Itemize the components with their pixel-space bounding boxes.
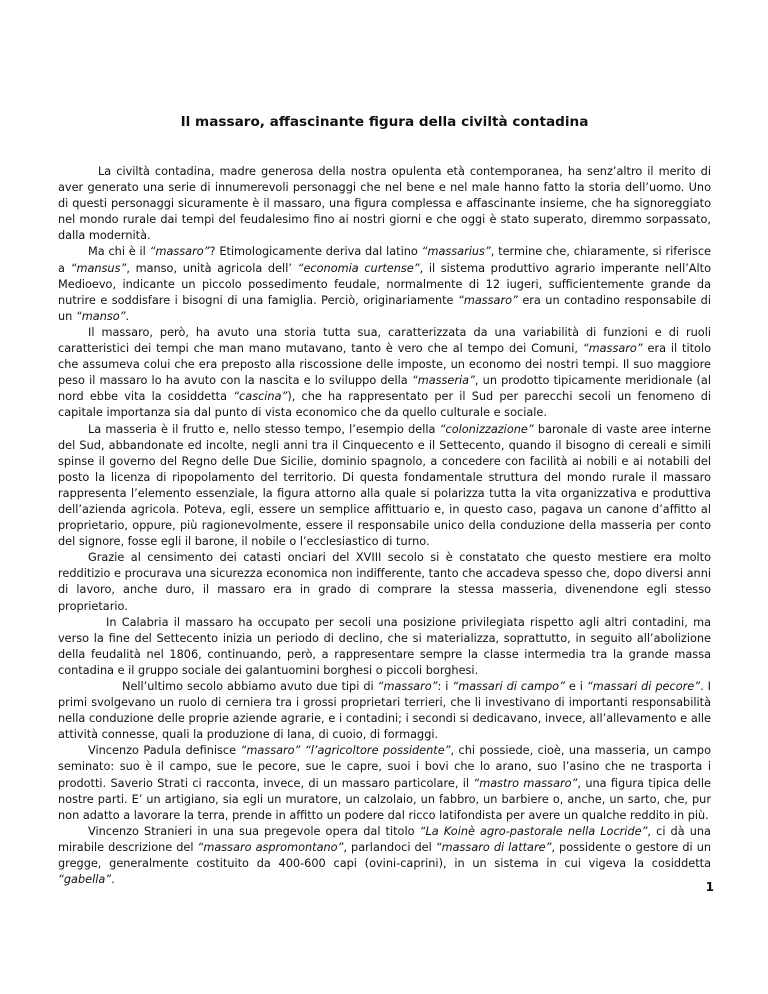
paragraph-text: , parlandoci del <box>343 840 436 854</box>
paragraph-text: Vincenzo Padula definisce <box>88 744 241 758</box>
emphasized-term: “massari di campo” <box>452 680 565 693</box>
paragraph <box>58 422 711 551</box>
emphasized-term: “massaro aspromontano” <box>197 840 344 854</box>
paragraph-text: , il sistema produttivo agrario imperante nell’Alto Medioevo, indicante un piccolo possedimento feudale, normalmente di 12 iugeri, sufficientemente grande da nutrire e soddisfare i bisogni di una famiglia. Perciò, originariamente <box>58 261 712 307</box>
paragraph-text: . <box>125 309 130 323</box>
emphasized-term: “massaro” <box>457 293 518 307</box>
paragraph <box>58 164 711 244</box>
paragraph-text: , una figura tipica delle nostre parti. E’ un artigiano, sia egli un muratore, un calzolaio, un fabbro, un barbiere o, anche, un sarto, che, pur non adatto a lavorare la terra, prende in affitto un podere dal ricco latifondista per avere un qualche reddito in più. <box>58 776 711 822</box>
paragraph-text: ? Etimologicamente deriva dal latino <box>209 245 422 259</box>
emphasized-term: “massaro” <box>377 680 438 693</box>
emphasized-term: “massaro di lattare” <box>435 840 552 854</box>
paragraph-text: era il titolo che assumeva colui che era preposto alla riscossione delle imposte, un economo dei nostri tempi. Il suo maggiore peso il massaro lo ha avuto con la nascita e lo sviluppo della <box>58 342 711 388</box>
emphasized-term: “mastro massaro” <box>473 776 578 790</box>
paragraph <box>58 824 711 888</box>
paragraph-text: baronale di vaste aree interne del Sud, abbandonate ed incolte, negli anni tra il Cinquecento e il Settecento, quando il bisogno di cereali e simili spinse il governo del Regno delle Due Sicilie, dominio spagnolo, a concedere con facilità ai nobili e ai notabili del posto la licenza di ripopolamento del territorio. Di questa fondamentale struttura del mondo rurale il massaro rappresenta l’elemento essenziale, la figura attorno alla quale si polarizza tutta la vita organizzativa e produttiva dell’azienda agricola. Poteva, egli, essere un semplice affittuario e, in questo caso, pagava un canone d’affitto al proprietario, oppure, più ragionevolmente, essere il responsabile unico della conduzione della masseria per conto del signore, fosse egli il barone, il nobile o l’ecclesiastico di turno. <box>58 422 711 549</box>
emphasized-term: “massaro” “l’agricoltore possidente” <box>240 744 451 758</box>
paragraph-text: Nell’ultimo secolo abbiamo avuto due tipi di <box>122 680 378 693</box>
emphasized-term: “masseria” <box>411 374 475 388</box>
emphasized-term: “massaro” <box>582 342 643 356</box>
paragraph <box>58 743 711 823</box>
emphasized-term: “massari di pecore” <box>586 680 701 693</box>
paragraph-text: In Calabria il massaro ha occupato per secoli una posizione privilegiata rispetto agli altri contadini, ma verso la fine del Settecento inizia un periodo di declino, che si materializza, soprattutto, in seguito all’abolizione della feudalità nel 1806, continuando, però, a rappresentare sempre la classe intermedia tra la grande massa contadina e il gruppo sociale dei galantuomini borghesi o piccoli borghesi. <box>58 615 711 677</box>
emphasized-term: “cascina” <box>233 390 288 404</box>
paragraph-text: Vincenzo Stranieri in una sua pregevole opera dal titolo <box>88 824 420 838</box>
paragraph-text: . <box>111 873 115 887</box>
page-number: 1 <box>705 880 714 894</box>
emphasized-term: “massarius” <box>421 245 491 259</box>
document-title: Il massaro, affascinante figura della civiltà contadina <box>180 114 589 130</box>
paragraph-text: : i <box>437 680 453 693</box>
document-body <box>58 164 711 888</box>
paragraph <box>58 244 711 324</box>
paragraph <box>58 679 711 743</box>
emphasized-term: “massaro” <box>149 245 210 259</box>
paragraph <box>58 325 711 422</box>
paragraph-text: e i <box>564 680 587 693</box>
paragraph <box>58 615 711 679</box>
emphasized-term: “mansus” <box>70 261 127 275</box>
paragraph-text: , termine che, chiaramente, si riferisce a <box>58 245 711 275</box>
emphasized-term: “La Koinè agro-pastorale nella Locride” <box>419 824 648 838</box>
emphasized-term: “manso” <box>75 309 126 323</box>
paragraph <box>58 550 711 614</box>
document-page <box>58 114 711 888</box>
paragraph-text: . I primi svolgevano un ruolo di cerniera tra i grossi proprietari terrieri, che li investivano di importanti responsabilità nella conduzione delle proprie aziende agrarie, e i contadini; i secondi si dedicavano, invece, all’allevamento e alle attività connesse, quali la produzione di lana, di cuoio, di formaggi. <box>58 680 711 742</box>
emphasized-term: “gabella” <box>58 873 112 887</box>
paragraph-text: , ci dà una mirabile descrizione del <box>58 824 711 854</box>
paragraph-text: La masseria è il frutto e, nello stesso tempo, l’esempio della <box>88 422 440 436</box>
paragraph-text: era un contadino responsabile di un <box>58 293 711 323</box>
paragraph-text: , un prodotto tipicamente meridionale (al nord ebbe vita la cosiddetta <box>58 374 711 404</box>
paragraph-text: ), che ha rappresentato per il Sud per parecchi secoli un fenomeno di capitale importanza sia dal punto di vista economico che da quello culturale e sociale. <box>58 390 712 420</box>
emphasized-term: “colonizzazione” <box>439 422 534 436</box>
paragraph-text: Il massaro, però, ha avuto una storia tutta sua, caratterizzata da una variabilità di funzioni e di ruoli caratteristici dei tempi che man mano mutavano, tanto è vero che al tempo dei Comuni, <box>58 325 711 356</box>
paragraph-text: , manso, unità agricola dell’ <box>126 261 298 275</box>
paragraph-text: , possidente o gestore di un gregge, generalmente costituito da 400-600 capi (ovini-caprini), in un sistema in cui vigeva la cosiddetta <box>58 840 712 871</box>
paragraph-text: La civiltà contadina, madre generosa della nostra opulenta età contemporanea, ha senz’altro il merito di aver generato una serie di innumerevoli personaggi che nel bene e nel male hanno fatto la storia dell’uomo. Uno di questi personaggi sicuramente è il massaro, una figura complessa e affascinante insieme, che ha signoreggiato nel mondo rurale dai tempi del feudalesimo fino ai nostri giorni e che oggi è stato superato, diremmo sorpassato, dalla modernità. <box>58 165 711 243</box>
paragraph-text: Ma chi è il <box>88 245 150 259</box>
emphasized-term: “economia curtense” <box>297 261 420 275</box>
paragraph-text: , chi possiede, cioè, una masseria, un campo seminato: suo è il campo, sue le pecore, sue le capre, suoi i bovi che lo arano, suo l’asino che ne trasporta i prodotti. Saverio Strati ci racconta, invece, di un massaro particolare, il <box>58 744 711 790</box>
paragraph-text: Grazie al censimento dei catasti onciari del XVIII secolo si è constatato che questo mestiere era molto redditizio e procurava una sicurezza economica non indifferente, tanto che accadeva spesso che, dopo diversi anni di lavoro, anche duro, il massaro era in grado di comprare la stessa masseria, divenendone egli stesso proprietario. <box>58 551 711 613</box>
